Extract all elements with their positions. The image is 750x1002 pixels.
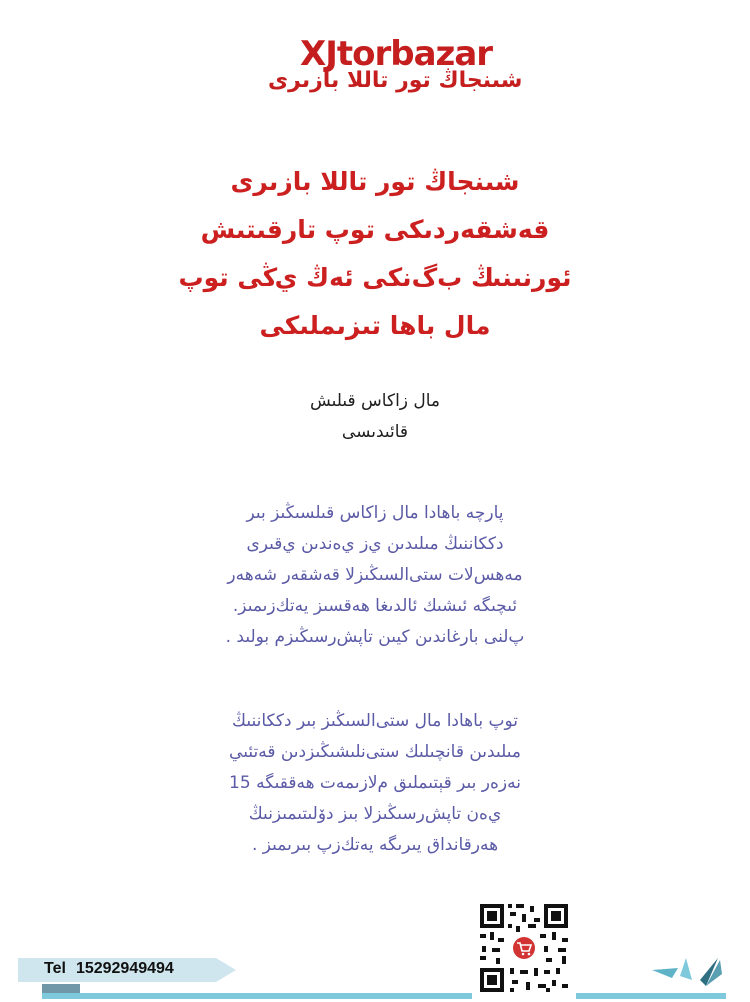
paragraph-line: مىلىدىن قانچىلىك ستى‌نلىشىڭىزدىن قەتئىي: [229, 742, 521, 762]
paragraph-line: مەھس‌لات ستى‌السىڭىزلا قەشقەر شەھەر: [227, 565, 523, 585]
decor-line-left: [42, 993, 472, 999]
tel-label: Tel: [44, 960, 66, 977]
tel-number[interactable]: 15292949494: [75, 960, 174, 977]
headline-line: مال باھا تىزىملىكى: [259, 311, 491, 340]
headline-line: شىنجاڭ تور تاللا بازىرى: [230, 167, 520, 196]
paragraph-retail: [0, 498, 750, 653]
paragraph-wholesale: [0, 706, 750, 861]
paragraph-line: ھەرقانداق يىرىگە يەتك‌ز‌پ بىرىمىز .: [251, 835, 499, 855]
headline-line: ئورنىنىڭ ب‌گ‌نكى ئەڭ ي‌ڭى توپ: [178, 263, 572, 292]
tel-badge-text: [44, 960, 174, 978]
brand-latin-name: XJtorbazar: [300, 34, 493, 74]
paragraph-line: د‌ككاننىڭ مىلىدىن ي‌ز ي‌ەندىن ي‌قىرى: [246, 534, 504, 554]
paragraph-line: نەزەر بىر قېتىملىق م‌لازىمەت ھەققىگە 15: [229, 773, 521, 793]
paragraph-line: ئىچىگە ئىشىك ئالدىغا ھەقسىز يەتك‌زىمىز.: [232, 596, 518, 616]
paragraph-line: پارچە باھادا مال زاكاس قىلسىڭىز بىر: [246, 503, 504, 523]
shopping-cart-icon: [513, 937, 535, 959]
brand-logo: [250, 34, 523, 104]
tel-badge[interactable]: [18, 958, 236, 982]
subheading: [0, 386, 750, 448]
headline: [0, 158, 750, 350]
paragraph-line: ي‌ەن تاپش‌رسىڭىزلا بىز دۆلىتىمىزنىڭ: [248, 804, 502, 824]
brand-uyghur-name: شىنجاڭ تور تاللا بازىرى: [268, 68, 523, 93]
subheading-line: قائىدىسى: [341, 422, 409, 442]
paragraph-line: توپ باھادا مال ستى‌السىڭىز بىر د‌ككاننىڭ: [232, 711, 518, 731]
paragraph-line: پ‌لنى بارغاندىن كيىن تاپش‌رسىڭىزم‌ بولىد‌ .: [225, 627, 525, 647]
qr-code-icon[interactable]: [474, 898, 574, 998]
headline-line: قەشقەردىكى توپ تارقىتىش: [200, 215, 550, 244]
decorative-leaf-icon: [650, 956, 730, 996]
subheading-line: مال زاكاس قىلىش: [309, 391, 441, 411]
